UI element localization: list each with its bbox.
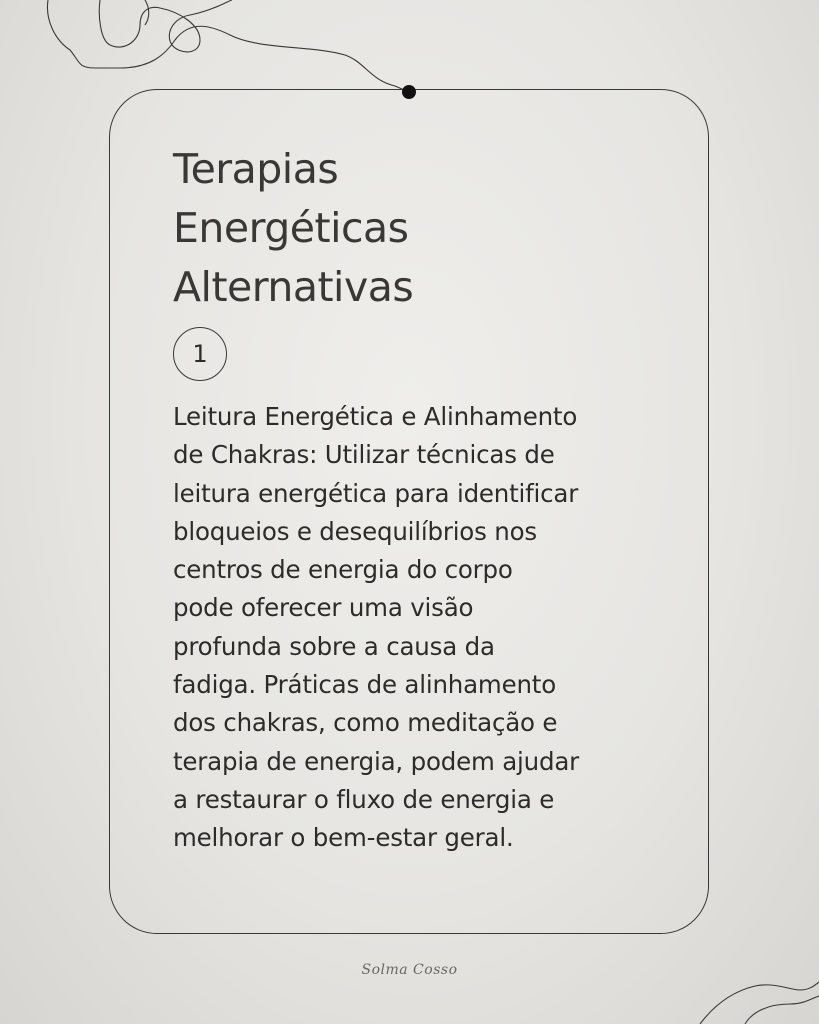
paragraph-line: leitura energética para identificar (173, 478, 579, 508)
top-left-squiggle-loop (99, 0, 232, 52)
top-left-squiggle-tail (145, 0, 149, 25)
paragraph-line: Leitura Energética e Alinhamento (173, 402, 578, 431)
title-line: Energéticas (173, 204, 409, 252)
paragraph-line: terapia de energia, podem ajudar (173, 746, 580, 776)
paragraph-line: de Chakras: Utilizar técnicas de (173, 440, 555, 470)
paragraph-line: a restaurar o fluxo de energia e (173, 784, 555, 814)
title-line: Alternativas (173, 263, 414, 311)
paragraph-line: dos chakras, como meditação e (173, 708, 558, 738)
author-signature: Solma Cosso (361, 962, 458, 978)
item-number-badge (173, 327, 227, 381)
paragraph-line: profunda sobre a causa da (173, 631, 495, 661)
bottom-right-squiggle-2 (745, 996, 819, 1024)
paragraph-line: bloqueios e desequilíbrios nos (173, 516, 537, 546)
paragraph-line: melhorar o bem-estar geral. (173, 823, 514, 853)
item-number: 1 (192, 340, 208, 368)
paragraph-line: fadiga. Práticas de alinhamento (173, 670, 556, 700)
bottom-right-squiggle (700, 982, 819, 1024)
title-line: Terapias (173, 145, 339, 193)
paragraph-line: pode oferecer uma visão (173, 593, 474, 623)
page-title (173, 140, 653, 317)
top-left-squiggle (47, 0, 409, 92)
paragraph-line: centros de energia do corpo (173, 555, 513, 585)
body-paragraph (173, 398, 663, 858)
pin-dot-icon (402, 85, 416, 99)
